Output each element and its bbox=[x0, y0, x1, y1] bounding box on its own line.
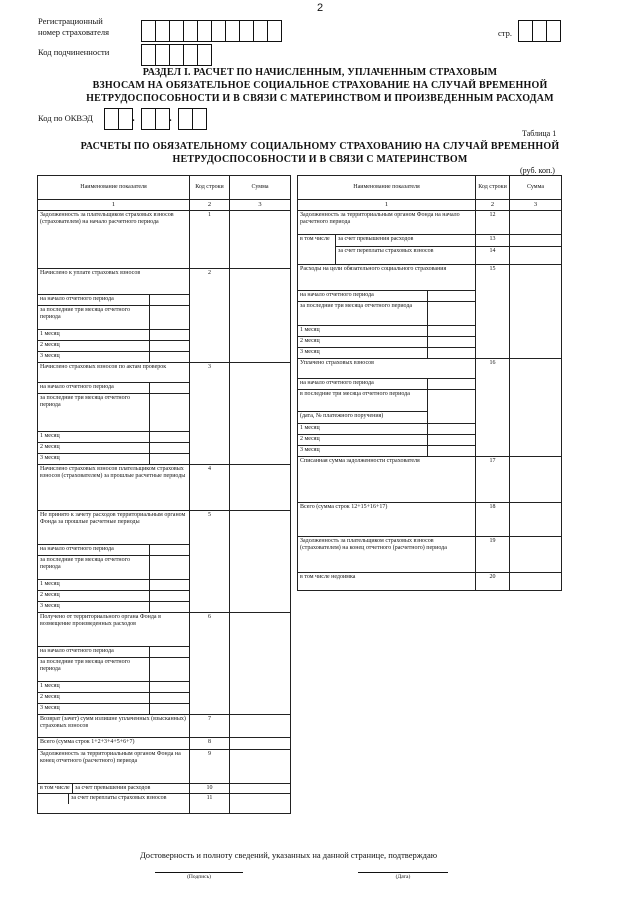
sum-cell[interactable] bbox=[510, 572, 562, 590]
row-label: Начислено страховых взносов плательщиком страховых взносов (страхователем) за прошлые расчетные периоды bbox=[38, 464, 190, 510]
sum-cell[interactable] bbox=[510, 234, 562, 246]
page-label: стр. bbox=[498, 28, 512, 38]
table-row bbox=[38, 794, 291, 814]
sub-value-cell[interactable] bbox=[150, 393, 190, 431]
sum-cell[interactable] bbox=[230, 794, 291, 814]
sum-cell[interactable] bbox=[230, 783, 291, 794]
sub-value-cell[interactable] bbox=[428, 347, 476, 358]
row-code: 1 bbox=[190, 210, 230, 268]
col-header-sum: Сумма bbox=[510, 176, 562, 200]
sub-value-cell[interactable] bbox=[150, 579, 190, 590]
sub-value-cell[interactable] bbox=[428, 445, 476, 456]
okved-separator-1: . bbox=[132, 112, 135, 124]
section-title-line3: НЕТРУДОСПОСОБНОСТИ И В СВЯЗИ С МАТЕРИНСТВОМ И ПРОИЗВЕДЕННЫМ РАСХОДАМ bbox=[86, 93, 554, 104]
row-label: Списанная сумма задолженности страхователя bbox=[298, 456, 476, 502]
sub-row-label: на начало отчетного периода bbox=[38, 646, 150, 657]
col-number-1: 1 bbox=[38, 200, 190, 211]
sub-row-label: на начало отчетного периода bbox=[298, 290, 428, 301]
subordination-code-field[interactable] bbox=[141, 44, 212, 66]
sum-cell[interactable] bbox=[230, 737, 291, 749]
row-label: за счет превышения расходов bbox=[336, 234, 476, 246]
row-code: 12 bbox=[476, 210, 510, 234]
row-label: за счет переплаты страховых взносов bbox=[336, 246, 476, 264]
row-code: 15 bbox=[476, 264, 510, 358]
row-label: Получено от территориального органа Фонда в возмещение произведенных расходов bbox=[38, 612, 190, 646]
row-label: за счет переплаты страховых взносов bbox=[71, 795, 167, 801]
sub-row-label: за последние три месяца отчетного периода bbox=[38, 393, 150, 431]
row-code: 6 bbox=[190, 612, 230, 714]
col-number-2: 2 bbox=[190, 200, 230, 211]
sub-row-label: 3 месяц bbox=[298, 347, 428, 358]
sum-cell[interactable] bbox=[230, 210, 291, 268]
col-number-3: 3 bbox=[230, 200, 291, 211]
table-row bbox=[38, 737, 291, 749]
sum-cell[interactable] bbox=[510, 210, 562, 234]
row-code: 8 bbox=[190, 737, 230, 749]
row-code: 18 bbox=[476, 502, 510, 536]
date-caption: (Дата) bbox=[395, 874, 411, 880]
sub-value-cell[interactable] bbox=[150, 442, 190, 453]
sub-value-cell[interactable] bbox=[428, 325, 476, 336]
sub-row-label: за последние три месяца отчетного периода bbox=[38, 555, 150, 579]
date-line[interactable] bbox=[358, 872, 448, 873]
row-label: в том числе недоимка bbox=[298, 572, 476, 590]
section-title-line2: ВЗНОСАМ НА ОБЯЗАТЕЛЬНОЕ СОЦИАЛЬНОЕ СТРАХОВАНИЕ НА СЛУЧАЙ ВРЕМЕННОЙ bbox=[92, 80, 548, 91]
sub-value-cell[interactable] bbox=[150, 544, 190, 555]
row-code: 7 bbox=[190, 714, 230, 737]
payment-doc-label: (дата, № платежного поручения) bbox=[298, 411, 428, 423]
sub-row-label: 1 месяц bbox=[298, 325, 428, 336]
sub-value-cell[interactable] bbox=[428, 336, 476, 347]
sub-row-label: на начало отчетного периода bbox=[38, 382, 150, 393]
sub-value-cell[interactable] bbox=[150, 431, 190, 442]
table-row bbox=[38, 714, 291, 737]
in-that-label: в том числе bbox=[38, 784, 73, 794]
row-code: 19 bbox=[476, 536, 510, 572]
table-row bbox=[298, 456, 562, 502]
page-number-field[interactable] bbox=[518, 20, 561, 42]
right-table bbox=[297, 175, 562, 591]
sub-value-cell[interactable] bbox=[428, 389, 476, 423]
table-row bbox=[38, 612, 291, 646]
sum-cell[interactable] bbox=[510, 246, 562, 264]
sub-row-label: за последние три месяца отчетного периода bbox=[38, 657, 150, 681]
sub-value-cell[interactable] bbox=[428, 290, 476, 301]
table-row bbox=[298, 572, 562, 590]
sub-value-cell[interactable] bbox=[150, 590, 190, 601]
sub-value-cell[interactable] bbox=[150, 555, 190, 579]
col-header-name: Наименование показателя bbox=[38, 176, 190, 200]
row-label: Возврат (зачет) сумм излишне уплаченных (взысканных) страховых взносов bbox=[38, 714, 190, 737]
sum-cell[interactable] bbox=[510, 502, 562, 536]
row-label: Начислено страховых взносов по актам проверок bbox=[38, 362, 190, 382]
table-row bbox=[298, 358, 562, 378]
okved-field-3[interactable] bbox=[178, 108, 207, 130]
row-code: 10 bbox=[190, 783, 230, 794]
sub-value-cell[interactable] bbox=[150, 681, 190, 692]
sub-value-cell[interactable] bbox=[150, 294, 190, 305]
sub-value-cell[interactable] bbox=[150, 340, 190, 351]
col-header-code: Код строки bbox=[190, 176, 230, 200]
sub-value-cell[interactable] bbox=[428, 378, 476, 389]
units-label: (руб. коп.) bbox=[520, 166, 555, 175]
row-code: 14 bbox=[476, 246, 510, 264]
sum-cell[interactable] bbox=[230, 362, 291, 464]
sub-value-cell[interactable] bbox=[150, 692, 190, 703]
row-label: Задолженность за плательщиком страховых взносов (страхователем) на конец отчетного (расчетного) периода bbox=[298, 536, 476, 572]
col-number-3: 3 bbox=[510, 200, 562, 211]
sub-value-cell[interactable] bbox=[150, 601, 190, 612]
okved-separator-2: . bbox=[169, 112, 172, 124]
row-label: Всего (сумма строк 1+2+3+4+5+6+7) bbox=[38, 737, 190, 749]
sub-row-label: на начало отчетного периода bbox=[38, 544, 150, 555]
col-header-name: Наименование показателя bbox=[298, 176, 476, 200]
table-row bbox=[38, 749, 291, 783]
sum-cell[interactable] bbox=[230, 749, 291, 783]
table-row bbox=[298, 234, 562, 246]
sum-cell[interactable] bbox=[230, 612, 291, 714]
table-title-line2: НЕТРУДОСПОСОБНОСТИ И В СВЯЗИ С МАТЕРИНСТВОМ bbox=[172, 154, 468, 165]
sub-row-label: на начало отчетного периода bbox=[298, 378, 428, 389]
sub-row-label: 3 месяц bbox=[38, 601, 150, 612]
okved-field-2[interactable] bbox=[141, 108, 170, 130]
sub-row-label: 2 месяц bbox=[38, 442, 150, 453]
row-code: 13 bbox=[476, 234, 510, 246]
sub-value-cell[interactable] bbox=[428, 423, 476, 434]
row-label: Расходы на цели обязательного социального страхования bbox=[298, 264, 476, 290]
sum-cell[interactable] bbox=[230, 268, 291, 362]
table-row bbox=[38, 783, 291, 794]
row-label: Начислено к уплате страховых взносов bbox=[38, 268, 190, 294]
reg-number-label bbox=[38, 16, 109, 38]
sub-row-label: 2 месяц bbox=[298, 336, 428, 347]
sub-value-cell[interactable] bbox=[150, 305, 190, 329]
row-code: 5 bbox=[190, 510, 230, 612]
page-number: 2 bbox=[316, 2, 324, 14]
table-row bbox=[38, 268, 291, 294]
section-title bbox=[0, 66, 640, 105]
sub-value-cell[interactable] bbox=[150, 646, 190, 657]
section-title-line1: РАЗДЕЛ I. РАСЧЕТ ПО НАЧИСЛЕННЫМ, УПЛАЧЕННЫМ СТРАХОВЫМ bbox=[142, 67, 498, 78]
reg-number-field[interactable] bbox=[141, 20, 282, 42]
sub-row-label: 1 месяц bbox=[38, 431, 150, 442]
row-label: Задолженность за плательщиком страховых взносов (страхователем) на начало расчетного периода bbox=[38, 210, 190, 268]
in-that-label: в том числе bbox=[298, 234, 336, 264]
table-row bbox=[38, 510, 291, 544]
sub-row-label: на начало отчетного периода bbox=[38, 294, 150, 305]
col-number-2: 2 bbox=[476, 200, 510, 211]
table-row bbox=[38, 210, 291, 268]
table-title bbox=[0, 140, 640, 166]
table-row bbox=[298, 536, 562, 572]
row-label: Не принято к зачету расходов территориальным органом Фонда за прошлые расчетные периоды bbox=[38, 510, 190, 544]
sub-row-label: за последние три месяца отчетного периода bbox=[38, 305, 150, 329]
sub-row-label: 1 месяц bbox=[38, 329, 150, 340]
signature-line[interactable] bbox=[155, 872, 243, 873]
table-label: Таблица 1 bbox=[522, 129, 557, 138]
row-code: 3 bbox=[190, 362, 230, 464]
subordination-label: Код подчиненности bbox=[38, 47, 110, 57]
table-title-line1: РАСЧЕТЫ ПО ОБЯЗАТЕЛЬНОМУ СОЦИАЛЬНОМУ СТРАХОВАНИЮ НА СЛУЧАЙ ВРЕМЕННОЙ bbox=[80, 141, 560, 152]
sum-cell[interactable] bbox=[510, 536, 562, 572]
table-row bbox=[38, 464, 291, 510]
sub-value-cell[interactable] bbox=[150, 453, 190, 464]
confirmation-text: Достоверность и полноту сведений, указанных на данной странице, подтверждаю bbox=[140, 850, 438, 860]
sub-row-label: за последние три месяца отчетного периода bbox=[298, 301, 428, 325]
sub-value-cell[interactable] bbox=[150, 351, 190, 362]
col-number-1: 1 bbox=[298, 200, 476, 211]
row-code: 16 bbox=[476, 358, 510, 456]
row-label: Задолженность за территориальным органом Фонда на конец отчетного (расчетного) периода bbox=[38, 749, 190, 783]
table-row bbox=[298, 264, 562, 290]
table-row bbox=[38, 362, 291, 382]
sum-cell[interactable] bbox=[510, 456, 562, 502]
sub-row-label: 3 месяц bbox=[298, 445, 428, 456]
sum-cell[interactable] bbox=[230, 714, 291, 737]
reg-label-line2: номер страхователя bbox=[38, 27, 110, 37]
row-label: Задолженность за территориальным органом Фонда на начало расчетного периода bbox=[298, 210, 476, 234]
sub-value-cell[interactable] bbox=[150, 703, 190, 714]
sub-row-label: 1 месяц bbox=[298, 423, 428, 434]
left-table bbox=[37, 175, 291, 814]
row-code: 11 bbox=[190, 794, 230, 814]
okved-label: Код по ОКВЭД bbox=[38, 113, 93, 123]
sub-value-cell[interactable] bbox=[150, 657, 190, 681]
sub-row-label: 3 месяц bbox=[38, 703, 150, 714]
row-code: 4 bbox=[190, 464, 230, 510]
table-row bbox=[298, 210, 562, 234]
col-header-sum: Сумма bbox=[230, 176, 291, 200]
row-label: Всего (сумма строк 12+15+16+17) bbox=[298, 502, 476, 536]
sub-row-label: 3 месяц bbox=[38, 453, 150, 464]
sum-cell[interactable] bbox=[230, 510, 291, 612]
sub-row-label: 2 месяц bbox=[38, 692, 150, 703]
sub-row-label: 1 месяц bbox=[38, 681, 150, 692]
sub-value-cell[interactable] bbox=[428, 301, 476, 325]
sum-cell[interactable] bbox=[230, 464, 291, 510]
okved-field-1[interactable] bbox=[104, 108, 133, 130]
row-code: 2 bbox=[190, 268, 230, 362]
sub-value-cell[interactable] bbox=[150, 329, 190, 340]
row-code: 9 bbox=[190, 749, 230, 783]
sub-row-label: 3 месяц bbox=[38, 351, 150, 362]
table-row bbox=[298, 246, 562, 264]
sub-value-cell[interactable] bbox=[150, 382, 190, 393]
row-code: 20 bbox=[476, 572, 510, 590]
col-header-code: Код строки bbox=[476, 176, 510, 200]
sub-row-label: 1 месяц bbox=[38, 579, 150, 590]
sub-row-label: 2 месяц bbox=[38, 340, 150, 351]
sub-row-label: 2 месяц bbox=[38, 590, 150, 601]
row-label: Уплачено страховых взносов bbox=[298, 358, 476, 378]
sub-row-label: 2 месяц bbox=[298, 434, 428, 445]
table-row bbox=[298, 502, 562, 536]
row-code: 17 bbox=[476, 456, 510, 502]
sub-value-cell[interactable] bbox=[428, 434, 476, 445]
sum-cell[interactable] bbox=[510, 264, 562, 358]
signature-caption: (Подпись) bbox=[187, 874, 211, 880]
sub-row-label: в последние три месяца отчетного периода bbox=[298, 389, 428, 411]
sum-cell[interactable] bbox=[510, 358, 562, 456]
reg-label-line1: Регистрационный bbox=[38, 16, 103, 26]
row-label: за счет превышения расходов bbox=[75, 784, 151, 791]
